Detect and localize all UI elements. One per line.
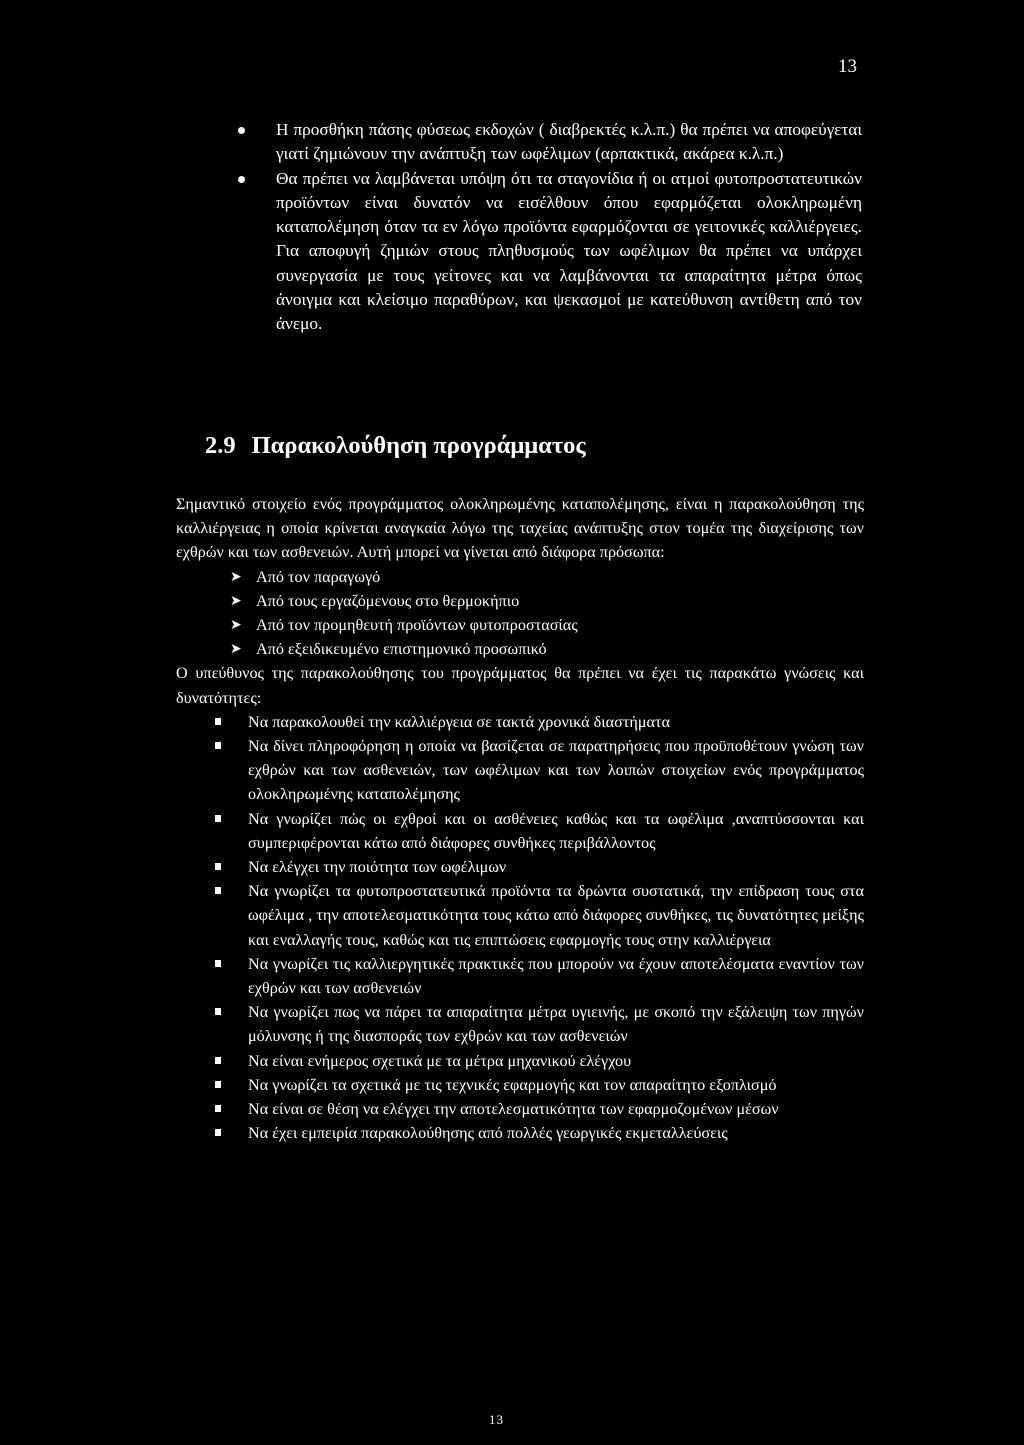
square-bullet-icon	[215, 1105, 221, 1112]
list-item	[214, 879, 864, 952]
square-bullet-icon	[215, 815, 221, 822]
responsible-paragraph: Ο υπεύθυνος της παρακολούθησης του προγράμματος θα πρέπει να έχει τις παρακάτω γνώσεις και δυνατότητες:	[176, 664, 864, 707]
square-bullet-icon	[215, 863, 221, 870]
list-item-text: Να είναι ενήμερος σχετικά με τα μέτρα μηχανικού ελέγχου	[248, 1051, 632, 1070]
list-item	[214, 734, 864, 807]
top-bullet-list	[232, 118, 862, 337]
arrow-bullet-icon: ➤	[230, 568, 242, 585]
arrow-list	[176, 565, 864, 662]
list-item-text: Θα πρέπει να λαμβάνεται υπόψη ότι τα σταγονίδια ή οι ατμοί φυτοπροστατευτικών προϊόντων είναι δυνατόν να εισέλθουν όπου εφαρμόζεται ολοκληρωμένη καταπολέμηση όταν τα εν λόγω προϊόντα εφαρμόζονται σε γειτονικές καλλιέργειες. Για αποφυγή ζημιών στους πληθυσμούς των ωφέλιμων θα πρέπει να υπάρχει συνεργασία με τους γείτονες και να λαμβάνονται τα απαραίτητα μέτρα όπως άνοιγμα και κλείσιμο παραθύρων, και ψεκασμοί με κατεύθυνση αντίθετη από τον άνεμο.	[276, 168, 862, 334]
arrow-bullet-icon: ➤	[230, 641, 242, 658]
list-item-text: Να δίνει πληροφόρηση η οποία να βασίζεται σε παρατηρήσεις που προϋποθέτουν γνώση των εχθρών και των ασθενειών, των ωφέλιμων και των λοιπών στοιχείων ενός προγράμματος ολοκληρωμένης καταπολέμησης	[248, 737, 864, 804]
square-bullet-icon	[215, 960, 221, 967]
list-item	[214, 1121, 864, 1145]
intro-paragraph: Σημαντικό στοιχείο ενός προγράμματος ολοκληρωμένης καταπολέμησης, είναι η παρακολούθηση της καλλιέργειας η οποία κρίνεται αναγκαία λόγω της ταχείας ανάπτυξης στον τομέα της διαχείρισης των εχθρών και των ασθενειών. Αυτή μπορεί να γίνεται από διάφορα πρόσωπα:	[176, 495, 864, 562]
list-item	[230, 565, 864, 589]
square-bullet-icon	[215, 1008, 221, 1015]
list-item-text: Από τους εργαζόμενους στο θερμοκήπιο	[256, 591, 520, 610]
section-heading	[205, 432, 586, 460]
list-item-text: Από τον παραγωγό	[256, 567, 381, 586]
list-item-text: Να γνωρίζει τις καλλιεργητικές πρακτικές που μπορούν να έχουν αποτελέσματα εναντίον των εχθρών και των ασθενειών	[248, 954, 864, 998]
list-item	[214, 710, 864, 734]
list-item-text: Να γνωρίζει τα φυτοπροστατευτικά προϊόντα τα δρώντα συστατικά, την επίδραση τους στα ωφέλιμα , την αποτελεσματικότητα τους κάτω από διάφορες συνθήκες, τις δυνατότητες μείξης και εναλλαγής τους, καθώς και τις επιπτώσεις εφαρμογής τους στην καλλιέργεια	[248, 882, 864, 949]
list-item	[230, 637, 864, 661]
square-bullet-icon	[215, 1081, 221, 1088]
square-bullet-icon	[215, 1057, 221, 1064]
square-bullet-icon	[215, 742, 221, 749]
list-item	[214, 1000, 864, 1048]
list-item-text: Να ελέγχει την ποιότητα των ωφέλιμων	[248, 858, 507, 877]
section-number: 2.9	[205, 432, 236, 459]
square-bullet-icon	[215, 887, 221, 894]
list-item	[214, 952, 864, 1000]
list-item	[214, 1049, 864, 1073]
arrow-bullet-icon: ➤	[230, 617, 242, 634]
list-item-text: Να γνωρίζει πως να πάρει τα απαραίτητα μέτρα υγιεινής, με σκοπό την εξάλειψη των πηγών μόλυνσης ή της διασποράς των εχθρών και των ασθενειών	[248, 1003, 864, 1046]
list-item	[232, 118, 862, 167]
list-item	[214, 855, 864, 879]
square-bullet-icon	[215, 1129, 221, 1136]
list-item	[230, 613, 864, 637]
arrow-bullet-icon: ➤	[230, 592, 242, 609]
list-item	[230, 589, 864, 613]
list-item-text: Να παρακολουθεί την καλλιέργεια σε τακτά χρονικά διαστήματα	[248, 712, 670, 731]
list-item-text: Από εξειδικευμένο επιστημονικό προσωπικό	[256, 640, 547, 659]
list-item-text: Να γνωρίζει πώς οι εχθροί και οι ασθένειες καθώς και τα ωφέλιμα ,αναπτύσσονται και συμπεριφέρονται κάτω από διάφορες συνθήκες περιβάλλοντος	[248, 809, 864, 852]
list-item-text: Από τον προμηθευτή προϊόντων φυτοπροστασίας	[256, 616, 578, 635]
page-number-bottom: 13	[489, 1412, 504, 1427]
list-item	[214, 1073, 864, 1097]
bullet-dot-icon	[238, 127, 245, 134]
bullet-dot-icon	[238, 176, 245, 183]
section-title: Παρακολούθηση προγράμματος	[251, 432, 586, 459]
page-number-top: 13	[838, 56, 857, 77]
list-item	[232, 167, 862, 337]
list-item-text: Να γνωρίζει τα σχετικά με τις τεχνικές εφαρμογής και τον απαραίτητο εξοπλισμό	[248, 1075, 777, 1094]
list-item	[214, 1097, 864, 1121]
square-bullet-icon	[215, 718, 221, 725]
list-item	[214, 807, 864, 855]
section-body	[176, 492, 864, 1145]
list-item-text: Να έχει εμπειρία παρακολούθησης από πολλές γεωργικές εκμεταλλεύσεις	[248, 1124, 728, 1143]
list-item-text: Η προσθήκη πάσης φύσεως εκδοχών ( διαβρεκτές κ.λ.π.) θα πρέπει να αποφεύγεται γιατί ζημιώνουν την ανάπτυξη των ωφέλιμων (αρπακτικά, ακάρεα κ.λ.π.)	[276, 120, 862, 164]
list-item-text: Να είναι σε θέση να ελέγχει την αποτελεσματικότητα των εφαρμοζομένων μέσων	[248, 1100, 779, 1119]
square-bullet-list	[176, 710, 864, 1146]
